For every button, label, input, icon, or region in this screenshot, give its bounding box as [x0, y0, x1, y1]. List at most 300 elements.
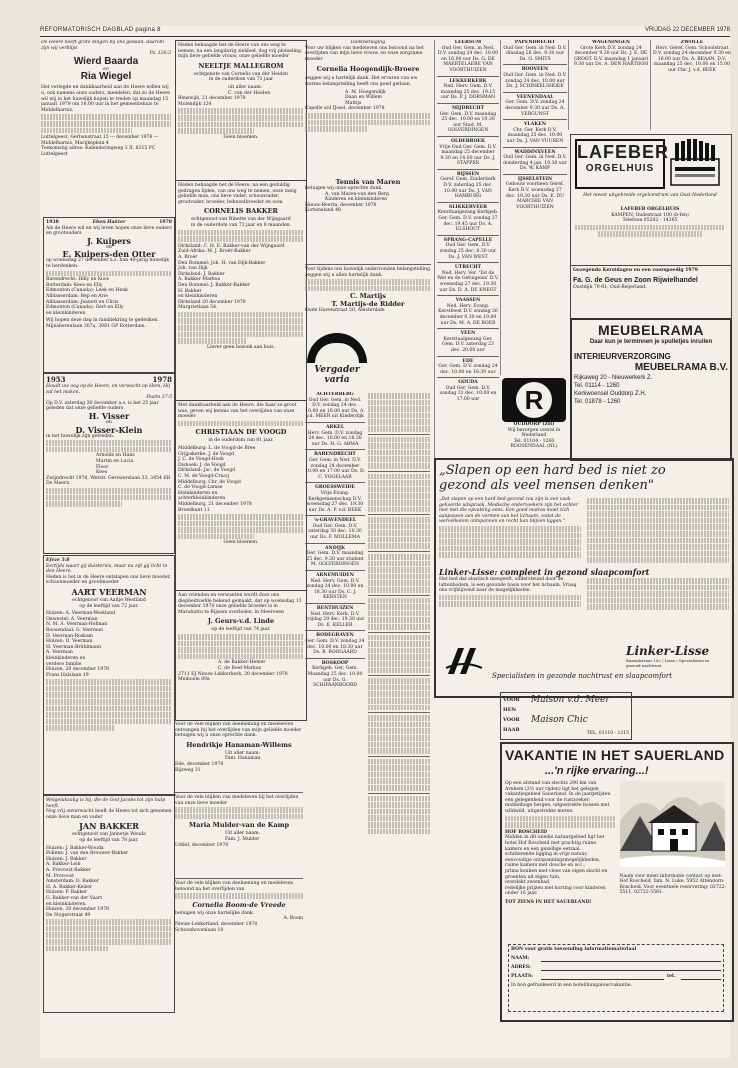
ad-text: Nog vrij onverwacht heeft de Heere tot zich genomen onze lieve man en vader — [46, 809, 172, 820]
maison-line: HAAR — [503, 727, 520, 733]
family-line: uit aller naam: — [228, 84, 263, 90]
page-header — [40, 26, 730, 37]
church-entry — [305, 392, 365, 420]
family-line: kleinkinderen en — [46, 655, 86, 661]
church-name: ROOVEEN — [521, 67, 549, 73]
company-name: Fa. G. de Geus en Zoon Rijwielhandel — [573, 276, 698, 284]
vakantie-contact: Naam voor meer informatie contact op met: Hof Roscheid, fam. N. Luke, 5952 Attendorn-Roscheid. Voor eventuele reservering: 02722-5511, 02722-5561. — [619, 873, 727, 896]
vakantie-closing: TOT ZIENS IN HET SAUERLAND! — [505, 899, 592, 905]
coupon-label: tel. — [667, 974, 676, 979]
ad-mallegrom — [175, 40, 307, 181]
coupon-label: ADRES: — [511, 965, 531, 970]
ad-visser — [43, 373, 175, 554]
church-entry — [503, 67, 567, 89]
church-text: Ned. Herv. Gem. D.V. maandag 25 dec. 19.15 uur Ds. P. J. DORSMAN — [440, 84, 496, 101]
linker-subhead: Linker-Lisse: compleet in gezond slaapcomfort — [439, 566, 650, 577]
name: NEELTJE MALLEGROM — [198, 61, 284, 70]
maison-line: HEN — [503, 707, 517, 713]
family-line: A. Broër — [178, 254, 198, 260]
church-entry — [437, 205, 499, 233]
ad-text: Voor de vele blijken van deelneming en medeleven betoond na het overlijden van — [175, 881, 294, 892]
name-joiner: en — [106, 244, 112, 250]
church-name: SLIKKERVEER — [448, 204, 488, 210]
coupon-city-line[interactable] — [541, 974, 664, 980]
family-line: Pollenz: J. van den Brouwer-Bakker — [46, 851, 129, 857]
family-line: J. C. de Voogd-Hoek — [178, 457, 224, 463]
family-line: achterkleinkinderen — [178, 496, 226, 502]
family-line: Dirksland: Jac. de Voogd — [178, 468, 236, 474]
church-text: Oud Ger. Gem. D.V. zaterdag 30 dec. 10.30 uur Ds. F. MOLLEMA — [308, 523, 362, 541]
church-name: ARNEMUIDEN — [315, 573, 354, 579]
church-name: IJSSELSTEIN — [517, 176, 553, 182]
vakantie-bullet: redelijke prijzen met korting voor kinderen onder 16 jaar. — [505, 885, 606, 897]
family-line: Middelburg: L. de Voogd-de Bree — [178, 445, 256, 451]
church-text: Ger. Gem. D.V. zondag 24 dec. 10.00 en 18.30 uur Ds. B. BOOGAARD — [305, 638, 365, 656]
ad-address: Molendijk 124 — [178, 101, 212, 107]
ad-title: Gezegende Kerstdagen en een voorspoedig 1979 — [573, 268, 698, 273]
church-entry — [503, 150, 567, 172]
church-name: LEKKERKERK — [449, 78, 487, 84]
family-line: Middelburg: Chr. de Voogd — [178, 479, 241, 485]
header-left: REFORMATORISCH DAGBLAD pagina 8 — [40, 27, 161, 33]
ad-text: Heden behaagde het de Heere, na een geduldig gedragen lijden, van ons weg te nemen, onze innig geliefde man, ons lieve vader, schoonvader, grootvader, broeder, behuwdbroeder en oom — [178, 183, 297, 205]
roordink-line: OUDDORP (ZH) — [513, 422, 555, 427]
vakantie-bullet: overdekt zwembad, — [505, 880, 551, 886]
family-line: Arnolds en Hans — [96, 453, 135, 459]
ad-text: Heden behaagde het de Heere van ons weg te nemen, na een langdurig ziekbed, dog vrij plotseling, mijn lieve geliefde vrouw, onze geliefde moeder — [178, 43, 303, 60]
name-joiner: en — [103, 66, 109, 72]
church-text: Chr. Ger. Kerk D.V. maandag 25 dec. 10.00 uur Ds. J. VAN VUUREN — [506, 127, 564, 144]
coupon-note: In bon gefrankeerd in een hotel/bungalow/vakantie. — [511, 982, 633, 988]
lafeber-brand: LAFEBER — [577, 142, 669, 162]
church-name: SPRANG-CAPELLE — [443, 237, 493, 243]
roordink-letter: R — [524, 385, 544, 415]
church-entry — [437, 298, 499, 326]
verse: De Heere heeft grote dingen bij ons gedaan, daarom zijn wij verblijd. — [41, 40, 164, 51]
family-line: Barendrecht: Hilly en Koos — [46, 277, 110, 283]
family-line: Kees — [96, 470, 108, 476]
church-entry — [305, 546, 365, 568]
family-line: Mattijs — [345, 100, 362, 106]
church-entry — [437, 331, 499, 353]
church-name: RIJSSEN — [456, 171, 480, 177]
church-entry — [437, 359, 499, 376]
meubelrama-phone2: Tel. 01878 - 1260 — [574, 399, 621, 405]
church-name: WADDINXVEEN — [514, 149, 556, 155]
ad-address: Meiboom 89a — [178, 677, 210, 683]
family-line: Roosendaal: G. Veerman — [46, 627, 103, 633]
lafeber-sub: ORGELHUIS — [585, 163, 655, 174]
ad-text: Voor de vele blijken van medeleven bij het overlijden van onze lieve moeder — [175, 795, 299, 806]
family-line: Uit aller naam: — [225, 831, 261, 837]
name: H. Visser — [88, 410, 130, 421]
family-line: A. M. Hoogendijk — [345, 89, 386, 95]
name: Wierd Baarda — [73, 55, 139, 67]
name: JAN BAKKER — [79, 821, 139, 832]
name-joiner: en — [106, 419, 112, 425]
family-line: Kinderen en kleinkinderen — [325, 197, 388, 203]
church-entry — [437, 380, 499, 402]
family-line: Edmonton (Canada): Leek en Henk — [46, 288, 128, 294]
ad-cornelis-bakker — [175, 180, 307, 401]
ad-text: Aan vrienden en verwanten wordt door ons diepbedroefde bekend gemaakt, dat op woensdag 13 december 1978 onze geliefde broeder is in Marahuttu te Rijssen overleden, in Meerveen — [178, 593, 302, 615]
name-sub: echtgenoot van Jannetje Wouda — [72, 832, 146, 838]
family-line: C. de Voogd-Lamse — [178, 485, 223, 491]
ad-text: Op D.V. zaterdag 30 december a.s. is het 25 jaar geleden dat onze geliefde ouders — [46, 400, 159, 412]
ad-de-voogd — [175, 400, 307, 591]
name: Cornelia Hoogendijk-Broere — [316, 65, 420, 74]
ad-date: Middelburg, 21 december 1978 — [178, 501, 252, 507]
family-line: en kleinkinderen — [178, 294, 218, 300]
church-text: Ger. Gem. in Ned. D.V. zondag 24 december 10.00 en 17.00 uur Ds. D. C. VOGELAAR — [305, 457, 365, 480]
ad-veerman — [43, 555, 175, 795]
church-entry — [437, 106, 499, 134]
coupon-name-line[interactable] — [541, 956, 721, 962]
family-line: A. Veerman — [46, 650, 73, 656]
ad-kuipers — [43, 217, 175, 373]
church-wageningen — [568, 40, 651, 130]
family-line: G. Bakker-van der Vaart — [46, 895, 103, 901]
ad-maison — [500, 692, 632, 740]
church-text: Herv. Geref. Gem. Schoolstraat D.V. zondag 24 december 9.30 en 16.00 uur Ds. A. BEAAN. D.V. maandag 25 dec. 10.00 en 15.00 uur Chr. J. v.d. BEEK — [653, 45, 731, 73]
church-entry — [503, 177, 567, 211]
church-text: Kerkgeb. Ger. Gem. Maandag 25 dec. 10.00 uur Ds. G. SCHIPAANBOORD — [307, 666, 363, 689]
name: E. Kuipers-den Otter — [62, 249, 156, 260]
church-entry — [503, 95, 567, 117]
church-name: EDE — [462, 358, 474, 364]
family-line: kleinkinderen en — [178, 490, 218, 496]
ad-roordink — [502, 378, 566, 456]
ad-geurs — [175, 590, 307, 721]
family-line: Uit aller naam: — [225, 750, 261, 756]
meubelrama-line: INTERIEURVERZORGING — [574, 352, 671, 361]
ad-address: De Stygerstraat 49 — [46, 912, 91, 918]
name-sub: echtgenoot van Ninette van der Wijngaard — [191, 217, 291, 223]
ad-title: Dankbetuiging — [350, 40, 386, 45]
vergader-title: Vergader varia — [314, 365, 360, 385]
ad-footer: Wij hopen deze dag in familiekring te gedenken. — [46, 318, 159, 324]
church-text: Oud Ger. Gem. in Ned. D.V. dinsdag 26 dec. 9.30 uur Ds. G. SMITS — [503, 45, 567, 62]
church-text: Ned. Herv. Evang. Kerstfeest D.V. zondag 26 december 9.30 en 19.00 uur Ds. M. A. DE BOER — [438, 303, 498, 326]
family-line: C. van der Heiden — [228, 90, 271, 96]
church-text: Ned. Herv. Ver. 'Tot de Wet en de Getuigenis' D.V. woensdag 27 dec. 19.30 uur Ds. D. A. DE KNEGT — [437, 270, 499, 293]
church-text: Gebouw voorheen Geref. Kerk D.V. woensdag 27 dec. 19.30 uur Ds. E. DU MARCHIE VAN VOORTHUIZEN — [505, 182, 565, 210]
church-name: WAGENINGEN — [591, 40, 631, 45]
church-name: VEEN — [460, 331, 476, 337]
name: CORNELIS BAKKER — [204, 207, 278, 216]
name: Tennis van Maren — [335, 178, 401, 186]
linker-headline: „Slapen op een hard bed is niet zo gezond als veel mensen denken" — [439, 463, 666, 493]
family-line: Huizen: A. Veerman-Westland — [46, 611, 116, 617]
name: Ria Wiegel — [80, 71, 132, 83]
verse-ref: Efeze 5:8 — [46, 558, 70, 563]
coupon-label: NAAM: — [511, 956, 530, 961]
church-name: BARENDRECHT — [314, 452, 356, 458]
ad-date: Huizen, 20 december 1978 — [46, 907, 110, 913]
maison-line: VOOR — [503, 697, 520, 703]
linker-emblem — [444, 646, 484, 676]
ad-address: Zwijndrecht 1978, Wetstr. Gerswerslaan 33, 3454 EB De Meern. — [46, 475, 171, 487]
ad-address: Toekomstig adres: Kalenderingweg 3 II, 8315 PC Luttelgeest — [41, 146, 156, 157]
family-line: A. Bakker-Leik — [46, 862, 81, 868]
ad-address: Bijzweg 31 — [175, 767, 201, 773]
church-text: Oud Ger. Gem. D.V. zondag 31 dec. 10.00 en 17.00 uur — [439, 385, 497, 403]
maison-phone: TEL. 01110 - 1215 — [586, 731, 629, 737]
family-line: D. Veerman-Roskam — [46, 633, 94, 639]
church-name: ACHTERBERG — [316, 392, 354, 397]
church-name: GROESSWEIDE — [314, 485, 356, 491]
family-line: Huizen: D. Veerman — [46, 639, 93, 645]
church-text: Oud Ger. Gem. D.V. zondag 25 dec. 8.30 uur Ds. J. VAN WEST — [439, 243, 497, 260]
family-line: H. Veerman-Brühlmann — [46, 644, 102, 650]
church-name: GOUDA — [458, 380, 478, 386]
family-line: Amsterdam: D. Bakker — [46, 879, 99, 885]
verse-ref: Ps. 126:3 — [149, 51, 171, 57]
church-entry — [305, 518, 365, 540]
linker-address: Kanaalstraat 102 / Lisse / Specialisten in gezond nachtrust — [626, 658, 709, 668]
age: op de leeftijd van 72 jaar. — [79, 603, 139, 609]
ad-footer: Geen bloemen. — [223, 540, 259, 546]
ad-text: betuigen wij onze oprechte dank. — [305, 186, 383, 191]
ad-text: Voor de vele blijken van deelneming en medeleven ontvangen bij het overlijden van mijn geliefde moeder betuigen wij u onze oprechte dank. — [175, 722, 302, 739]
family-line: Huizen: P. Bakker — [46, 890, 88, 896]
church-list-a — [305, 392, 365, 1012]
family-line: A. de Bakker-Hemer — [218, 660, 266, 666]
verse: Welgelukzalig is hij, die de God Jacobs tot zijn hulp heeft. — [46, 798, 166, 809]
organ-icon — [667, 139, 723, 187]
ad-text: Voor uw blijken van medeleven ons betoond na het overlijden van mijn lieve vrouw, en onze zorgzame moeder — [305, 45, 424, 62]
ad-address: Mijnsherenlaan 307a, 3081 GP Rotterdam. — [46, 323, 146, 329]
linker-logo: Linker-Lisse — [626, 644, 710, 658]
church-name: ANDIJK — [324, 545, 346, 551]
lafeber-line: KAMPEN, Oudestraat 100 (b-fen) — [611, 212, 689, 218]
family-line: A. Boom — [283, 916, 303, 922]
church-name: VAASSEN — [455, 298, 481, 304]
ad-address: Luttelgeest, Gerbenstraat 15 — december 1978 — Middelharnis, Marijkeplein 4 — [41, 135, 159, 146]
ad-hoogendijk — [305, 40, 431, 200]
ad-date: Uddel, december 1978 — [175, 842, 229, 848]
ad-bakker — [43, 795, 175, 1013]
ad-mulder — [175, 790, 303, 870]
name: Hendrikje Hanaman-Willems — [186, 740, 292, 749]
vakantie-body: Op een afstand van slechts 290 km van Arnhem (2½ uur rijden) ligt het gelegen vakantiegebied Sauerland. In de jaargetijden een gelegenheid voor de rustzoeker; middelhoge bergen, uitgestrekte bossen met wildwild, uitgestrekte meren. — [505, 781, 611, 814]
family-line: Den Bommel: J. Bakker-Bakker — [178, 282, 251, 288]
hotel-illustration — [620, 781, 725, 867]
lafeber-line: LAFEBER ORGELHUIS — [620, 207, 680, 212]
ad-text: Met dankbaarheid aan de Heere, die haar zo groot was, geven wij kennis van het overlijden van onze moeder — [178, 403, 297, 420]
vakantie-bullet: eenvoudige ontspanningsmogelijkheden, — [505, 857, 601, 863]
ad-hanaman — [175, 722, 303, 782]
maison-bottom: Maison Chic — [531, 715, 588, 725]
ad-address: Broedkant 11 — [178, 507, 210, 513]
linker-body: „Dat slapen op een hard bed gezond zou zijn is een vaak gehoorde uitspraak. Medische onderzoekers zijn het echter niet met die opvatting eens. Een goed matras moet zich aanpassen aan de vormen van het lichaam, zodat de wervelkolom ontspannen en recht kan blijven liggen." — [439, 497, 579, 525]
coupon-address-line[interactable] — [541, 965, 721, 971]
family-line: Dishoek: J. de Voogd — [178, 462, 226, 468]
ad-meubelrama — [570, 318, 732, 461]
name: AART VEERMAN — [71, 586, 147, 597]
coupon[interactable] — [508, 944, 724, 1012]
ad-text: Als de Heere wil en wij leven hopen onze lieve ouders en grootouders — [46, 225, 172, 237]
church-text: Ger. Gem. D.V. zondag 24 december 9.30 uur Ds. A. VERGUNST — [505, 100, 565, 117]
church-name: OLDEBROEK — [451, 138, 485, 144]
church-text: Ger. Gem. D.V. maandag 25 dec. 10.00 en 19.30 uur Stud. M. GOLVERDINGEN — [439, 111, 497, 134]
ad-address: Oostdijk 79-81, Oud-Beijerland. — [573, 284, 647, 290]
family-line: A. Provoost-Bakker — [46, 867, 91, 873]
family-line: A. Bakker-Markus — [178, 277, 221, 283]
family-line: Fam. Hanaman — [225, 756, 261, 762]
church-entry — [305, 452, 365, 480]
family-line: Grijpskerke: J. de Voogd — [178, 451, 235, 457]
church-text: Grote Kerk D.V. zondag 24 december 9.30 uur Ds. J. E. DE GROOT. D.V. maandag 1 januari 9.30 uur Ds. A. DEN HARTOGH — [573, 45, 649, 68]
family-line: Joh. van Dijk — [178, 266, 208, 272]
name-sub: echtgenote van Cornelis van der Heiden — [193, 71, 289, 77]
year-right: 1978 — [152, 375, 172, 384]
church-name: ARKEL — [325, 424, 345, 430]
church-list-c — [500, 40, 567, 375]
family-line: Den Bommel: Joh. H. van Dijk-Bakker — [178, 260, 266, 266]
church-text: Ger. Gem. D.V. maandag 25 dec. 9.30 uur student M. GOLVERDINGEN — [306, 551, 364, 568]
family-line: N. M. A. Veerman-Hofman — [46, 622, 108, 628]
coupon-title: BON voor gratis toezending informatiemateriaal — [511, 947, 637, 952]
year-left: 1953 — [46, 375, 66, 384]
verse-ref: Psalm 37:5 — [146, 395, 172, 401]
church-name: LEERSUM — [454, 40, 482, 45]
church-entry — [503, 40, 567, 62]
ad-date: Nieuw-Lekkerland, december 1978 — [175, 921, 258, 927]
family-line: Onwestel: A. Veerman — [46, 616, 98, 622]
church-entry — [305, 661, 365, 689]
church-entry — [437, 40, 499, 74]
ad-address: Schoonhovenlaan 10 — [175, 927, 224, 933]
family-line: Zuid-Afrika: M. J. Broër-Bakker — [178, 249, 251, 255]
ad-address: Oude Havenstraat 50, Amsterdam — [305, 308, 385, 314]
ad-text: op woensdag 27 december a.s. hun 40-jarig huwelijk te herdenken. — [46, 258, 170, 269]
church-text: Oud Ger. Gem. in Ned. D.V. donderdag 4 jan. 19.30 uur Ds. W. KAMP — [503, 155, 567, 172]
church-text: Ger. Gem. D.V. zondag 24 dec. 10.00 en 16.30 uur — [438, 364, 498, 375]
family-line: Dirksland: J. Bakker — [178, 271, 225, 277]
ad-martijs — [305, 262, 431, 332]
family-line: M. Provoost — [46, 873, 75, 879]
church-entry — [437, 265, 499, 293]
ad-footer: Geen bloemen. — [223, 134, 259, 140]
church-name: VLAKEN — [523, 122, 547, 128]
church-name: BENTHUIZEN — [316, 606, 354, 611]
family-line: Alblasserdam: Bep en Arie — [46, 293, 108, 299]
church-entry — [305, 573, 365, 601]
church-text: Vrije Evang. Kerkgemeenschap D.V. woensdag 27 dec. 19.30 uur Ds. A. P. v.d. BEEK — [306, 490, 364, 513]
church-text: Kersttaalgezang Ger. Gem. D.V. zaterdag 23 dec. 20.00 uur — [442, 336, 494, 353]
family-line: Dirksland: C. H. E. Bakker-van der Wijngaard — [178, 243, 285, 249]
vakantie-body2: Midden in dit unieke natuurgebied ligt het hotel Hof Roscheid met prachtig ruime kamers en een gezellige eetzaal. — [505, 835, 605, 852]
name: J. Geurs-v.d. Linde — [207, 617, 275, 626]
roordink-line: Wij bezorgen overal in Nederland — [507, 427, 561, 439]
church-name: UTRECHT — [454, 265, 482, 271]
ad-van-maren — [305, 178, 431, 263]
vakantie-subtitle: ...'n rijke ervaring...! — [545, 765, 649, 777]
ad-address: Margrietlaan 54. — [178, 305, 218, 311]
name: Maria Mulder-van de Kamp — [188, 821, 290, 830]
meubelrama-title: MEUBELRAMA — [597, 322, 705, 338]
name-sub: in de ouderdom van 81 jaar. — [208, 438, 274, 444]
family-line: H. A. Bakker-Kelzer — [46, 884, 93, 890]
church-text: Oud Ger. Gem. in Ned. D.V. zondag 24 dec. 10.00 uur Ds. J. SCHINKELSHOEK — [503, 72, 567, 90]
ad-boom — [175, 876, 303, 956]
family-line: en kleinkinderen — [46, 310, 86, 316]
meubelrama-address: Rijkaweg 20 - Nieuwerkerk Z. — [574, 375, 653, 381]
family-line: en kleinkinderen. — [46, 901, 87, 907]
church-text: Ned. Herv. Kerk. D.V. vrijdag 29 dec. 19.30 uur Ds. E. KELLER — [305, 611, 365, 628]
church-zwolle — [650, 40, 731, 130]
church-text: Ned. Herv. Gem. D.V. zondag 24 dec. 10.00 en 18.30 uur Ds. C. J. KERSTEN — [306, 578, 364, 601]
church-name: VEENENDAAL — [516, 94, 554, 100]
church-text: Oud Ger. Gem. in Ned. D.V. zondag 24 dec. 10.00 en 16.00 uur Ds. A. v.d. MEER uit Kinderdijk — [305, 397, 365, 420]
linker-specialist: Specialisten in gezonde nachtrust en slaapcomfort — [492, 672, 673, 680]
roordink-logo — [502, 378, 566, 422]
church-entry — [305, 606, 365, 628]
ad-date: Nieuw-Beerta, december 1978 — [305, 202, 377, 208]
ad-date: Dirksland 20 december 1978 — [178, 299, 246, 305]
family-line: Rotterdam: Kees en Elly — [46, 282, 103, 288]
ad-lafeber — [570, 134, 732, 266]
ad-date: 2711 EJ Nieuw-Lekkerkerk, 20 december 1978 — [178, 671, 288, 677]
family-line: Huizen: J. Bakker — [46, 856, 87, 862]
vakantie-bullet: ruime kamers met douche en w.c., — [505, 863, 586, 869]
name: D. Visser-Klein — [75, 424, 143, 435]
family-line: betuigen wij onze hartelijke dank. — [175, 910, 255, 916]
family-line: Edmonton (Canada): Gert en Elly — [46, 305, 124, 311]
name: J. Kuipers — [87, 235, 131, 246]
ad-linker-lisse — [434, 458, 734, 698]
family-line: C. de Boef-Markus — [218, 665, 262, 671]
ad-date: Bleiswijk, 21 december 1978 — [178, 96, 246, 102]
ad-text: zeggen wij u hartelijk dank. Het ervaren van uw warme belangstelling heeft ons goed gedaan. — [305, 76, 418, 87]
vergader-varia-logo — [307, 333, 367, 388]
meubelrama-company: MEUBELRAMA B.V. — [634, 362, 728, 373]
church-name: MIJDRECHT — [451, 105, 485, 111]
lafeber-tagline: Het meest uitgebreide orgelcentrum van Oost-Nederland — [583, 193, 717, 198]
year-left: 1938 — [46, 220, 59, 225]
coupon-label: PLAATS: — [511, 974, 533, 979]
ad-text: Heden is het in de Heere ontslapen ons lieve moeder, schoonmoeder en grootmoeder — [46, 574, 171, 586]
coupon-phone-line[interactable] — [681, 974, 721, 980]
lafeber-logo — [575, 139, 669, 189]
family-line: Huizen: J. Bakker-Wouda — [46, 845, 104, 851]
church-entry — [437, 172, 499, 200]
linker-body2: Het bed dat elastisch meegeeft, ondersteund door de lattenbodem, is een gezonde basis voor het lichaam. Vraag ons vrijblijvend naar de mogelijkheden. — [439, 576, 577, 594]
church-name: BODEGRAVEN — [316, 633, 354, 639]
meubelrama-phone: Tel. 01114 - 1260 — [574, 383, 620, 389]
church-name: PAPENDRECHT — [514, 40, 556, 45]
family-line: verdere familie — [46, 661, 82, 667]
ad-footer: Liever geen bezoek aan huis. — [207, 344, 275, 350]
family-line: Alblasserdam: Jeanett en Chris — [46, 299, 119, 305]
vakantie-hof: HOF ROSCHEID — [505, 829, 547, 835]
church-name: ZWOLLE — [680, 40, 704, 45]
church-text: Oud Ger. Gem. in Ned. D.V. zondag 24 dec. 10.00 en 16.00 uur Ds. G. DE MAERTELAERE VAN VOORTHUIZEN — [437, 45, 499, 73]
family-line: C. M. de Voogd-Crucq — [178, 473, 230, 479]
church-text: Kersttaalgezang Kerkgeb. Ger. Gem. D.V. zondag 27 dec. 19.45 uur Ds. A. ELSHOUT — [437, 210, 499, 233]
church-name: BOSKOOP — [321, 660, 349, 666]
meubelrama-slogan: Daar kun je terminnen je spulletjes inruilen — [589, 339, 713, 345]
age: op de leeftijd van 78 jaar. — [79, 837, 139, 843]
vakantie-bullet: schitterende ligging in vrije natuur, — [505, 852, 588, 858]
meubelrama-city: Kerkwoensel Ouddorp Z.H. — [574, 391, 647, 397]
name: CHRISTIAAN DE VOOGD — [195, 428, 287, 437]
church-text: Herv. Gem. D.V. zondag 24 dec. 10.00 en 18.30 uur Ds. H. G. ABMA — [307, 430, 363, 447]
heart-text: Eben Haëzer — [92, 220, 126, 225]
ad-text: Het verlegde en dankbaarheid aan de Heere willen wij u, ook namens onze ouders, meedelen, dat zo de Heere wil wij in het huwelijk hopen te treden op maandag 15 januari 1979 om 16.00 uur in het gemeentehuis te Middelharnis. — [41, 85, 171, 113]
ad-text: in het huwelijk zijn getreden. — [46, 433, 115, 439]
